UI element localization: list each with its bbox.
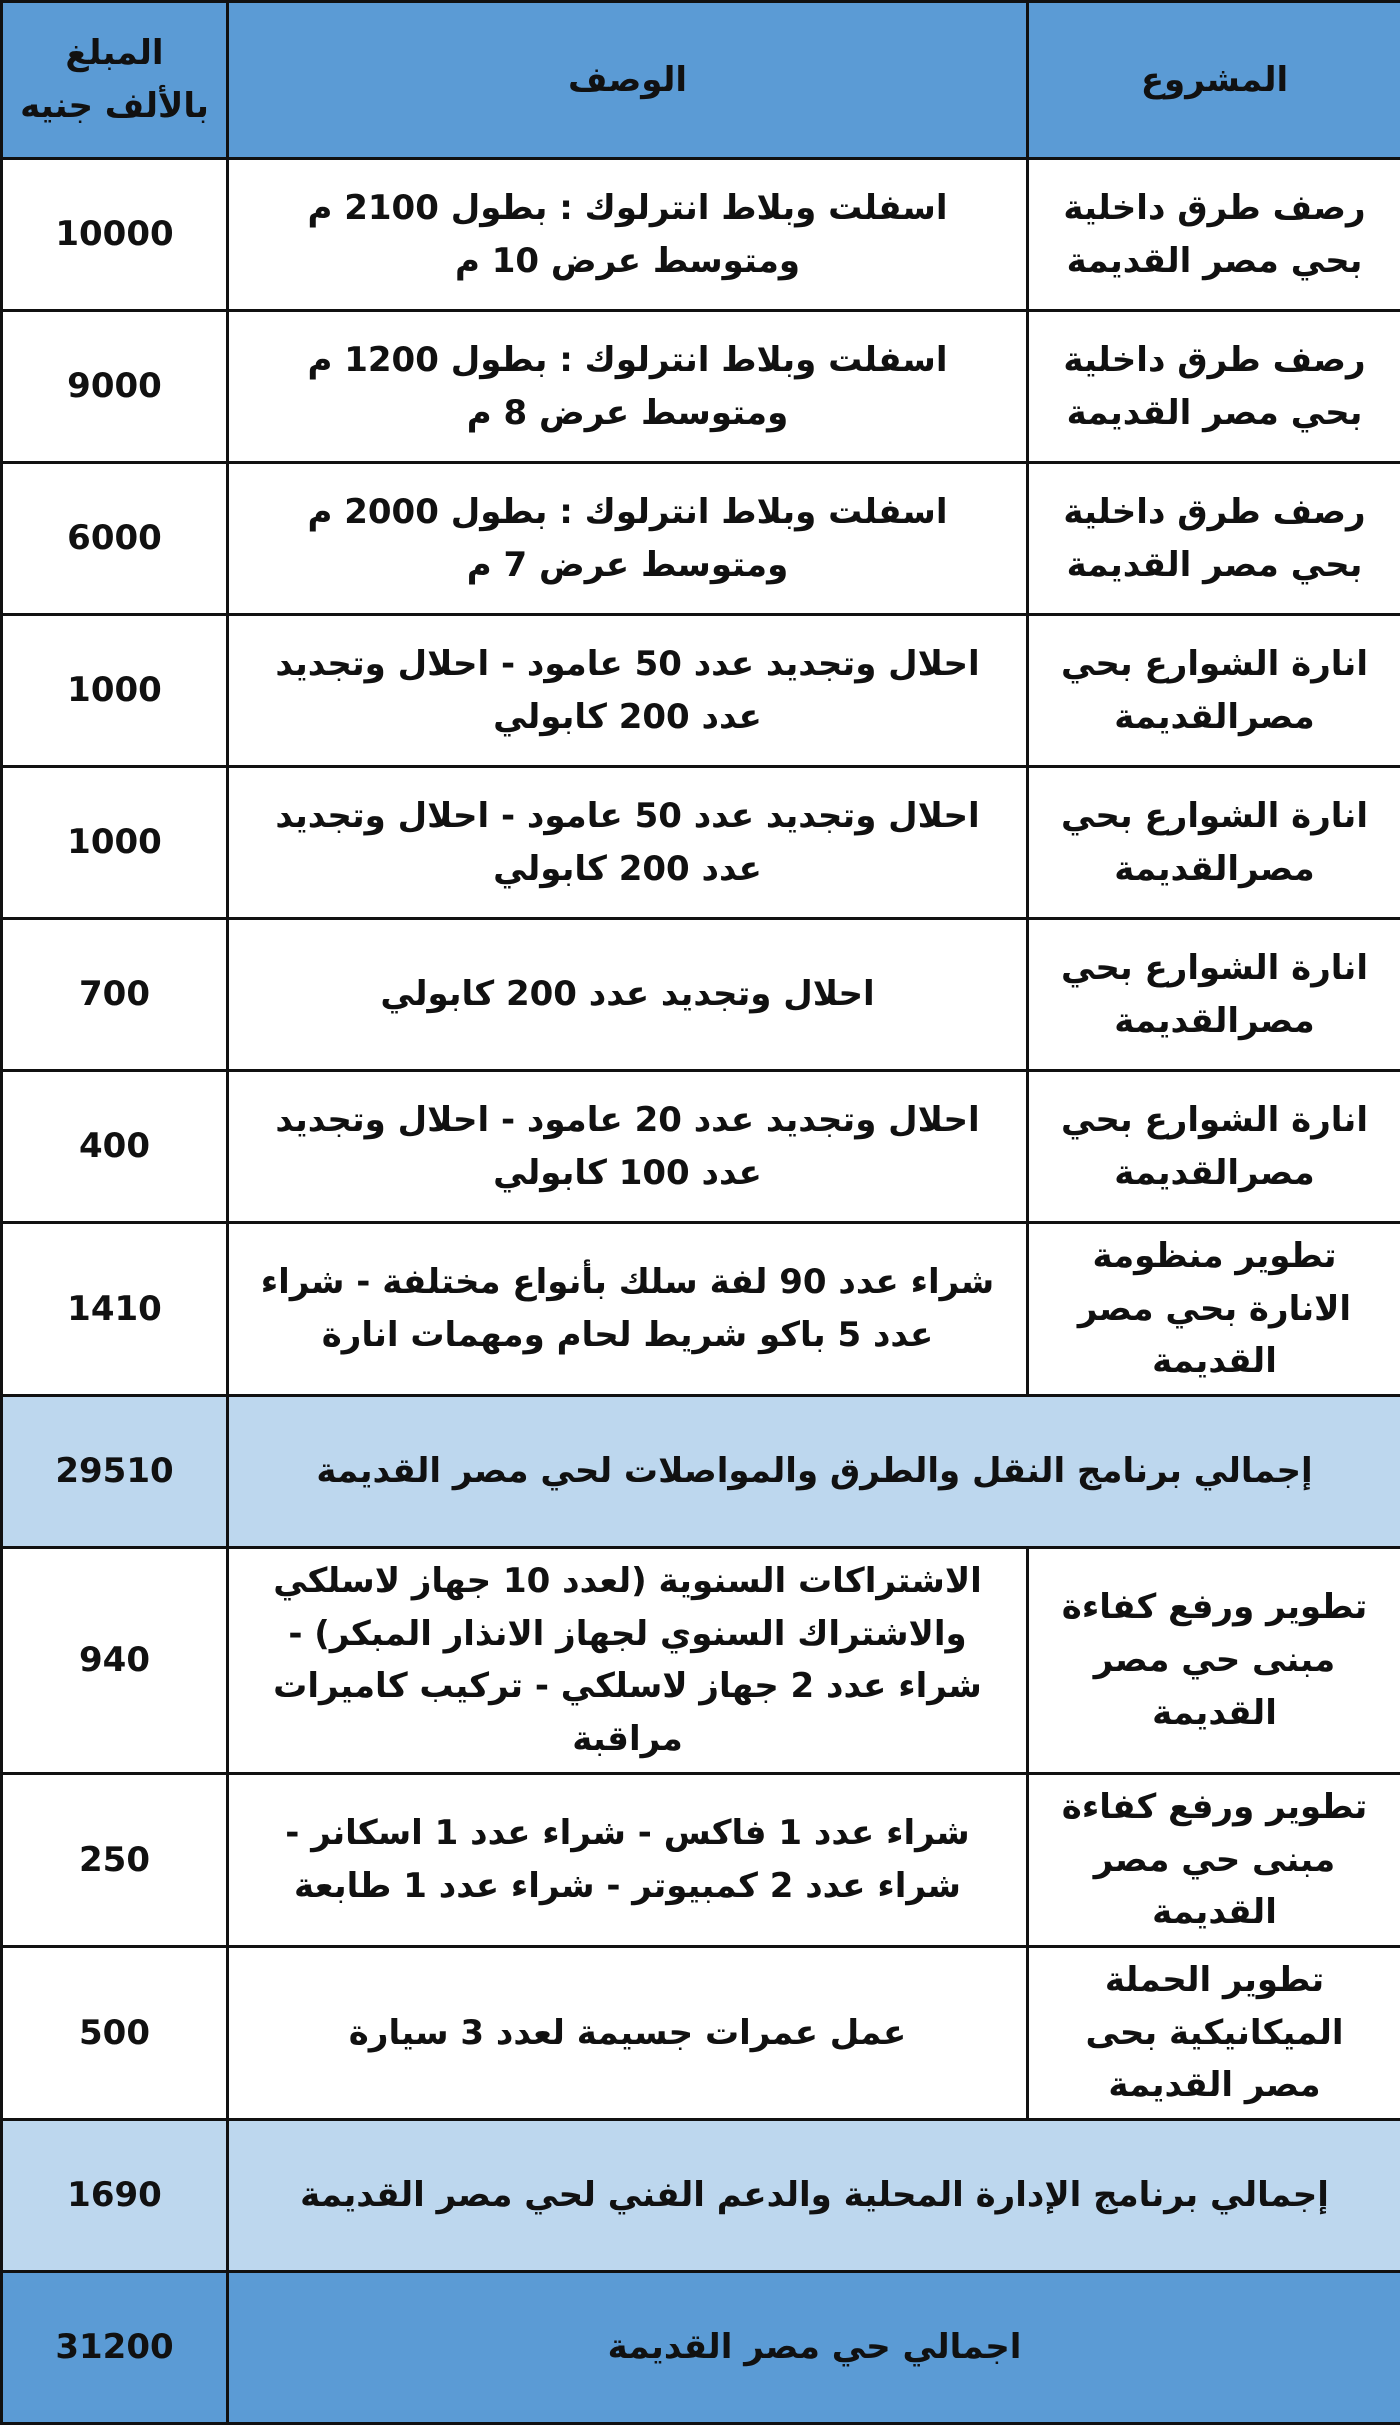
project-cell: انارة الشوارع بحي مصرالقديمة: [1028, 1071, 1400, 1223]
project-cell: رصف طرق داخلية بحي مصر القديمة: [1028, 159, 1400, 311]
header-amount: المبلغ بالألف جنيه: [2, 2, 228, 159]
project-cell: تطوير منظومة الانارة بحي مصر القديمة: [1028, 1223, 1400, 1396]
amount-cell: 9000: [2, 311, 228, 463]
transport-total-amount: 29510: [2, 1396, 228, 1548]
description-cell: شراء عدد 1 فاكس - شراء عدد 1 اسكانر - شراء عدد 2 كمبيوتر - شراء عدد 1 طابعة: [228, 1773, 1028, 1946]
header-description: الوصف: [228, 2, 1028, 159]
project-cell: تطوير ورفع كفاءة مبنى حي مصر القديمة: [1028, 1773, 1400, 1946]
grand-total-amount: 31200: [2, 2271, 228, 2423]
header-project: المشروع: [1028, 2, 1400, 159]
description-cell: احلال وتجديد عدد 20 عامود - احلال وتجديد عدد 100 كابولي: [228, 1071, 1028, 1223]
table-row: [2, 1548, 1400, 1774]
table-row: [2, 919, 1400, 1071]
table-row: [2, 767, 1400, 919]
transport-total-label: إجمالي برنامج النقل والطرق والمواصلات لحي مصر القديمة: [228, 1396, 1400, 1548]
amount-cell: 1000: [2, 767, 228, 919]
amount-cell: 250: [2, 1773, 228, 1946]
table-row: [2, 1071, 1400, 1223]
grand-total-row: [2, 2271, 1400, 2423]
table-row: [2, 1946, 1400, 2119]
amount-cell: 1000: [2, 615, 228, 767]
description-cell: احلال وتجديد عدد 50 عامود - احلال وتجديد عدد 200 كابولي: [228, 615, 1028, 767]
project-cell: انارة الشوارع بحي مصرالقديمة: [1028, 615, 1400, 767]
project-cell: رصف طرق داخلية بحي مصر القديمة: [1028, 463, 1400, 615]
description-cell: اسفلت وبلاط انترلوك : بطول 1200 م ومتوسط عرض 8 م: [228, 311, 1028, 463]
table-row: [2, 159, 1400, 311]
admin-total-label: إجمالي برنامج الإدارة المحلية والدعم الفني لحي مصر القديمة: [228, 2119, 1400, 2271]
project-cell: تطوير الحملة الميكانيكية بحى مصر القديمة: [1028, 1946, 1400, 2119]
amount-cell: 500: [2, 1946, 228, 2119]
description-cell: الاشتراكات السنوية (لعدد 10 جهاز لاسلكي والاشتراك السنوي لجهاز الانذار المبكر) - شراء عدد 2 جهاز لاسلكي - تركيب كاميرات مراقبة: [228, 1548, 1028, 1774]
project-cell: انارة الشوارع بحي مصرالقديمة: [1028, 767, 1400, 919]
admin-total-row: [2, 2119, 1400, 2271]
description-cell: عمل عمرات جسيمة لعدد 3 سيارة: [228, 1946, 1028, 2119]
amount-cell: 6000: [2, 463, 228, 615]
description-cell: اسفلت وبلاط انترلوك : بطول 2100 م ومتوسط عرض 10 م: [228, 159, 1028, 311]
table-row: [2, 463, 1400, 615]
project-cell: تطوير ورفع كفاءة مبنى حي مصر القديمة: [1028, 1548, 1400, 1774]
transport-total-row: [2, 1396, 1400, 1548]
amount-cell: 10000: [2, 159, 228, 311]
description-cell: احلال وتجديد عدد 200 كابولي: [228, 919, 1028, 1071]
table-row: [2, 1773, 1400, 1946]
table-row: [2, 311, 1400, 463]
project-cell: انارة الشوارع بحي مصرالقديمة: [1028, 919, 1400, 1071]
description-cell: احلال وتجديد عدد 50 عامود - احلال وتجديد عدد 200 كابولي: [228, 767, 1028, 919]
table-row: [2, 1223, 1400, 1396]
amount-cell: 400: [2, 1071, 228, 1223]
amount-cell: 700: [2, 919, 228, 1071]
description-cell: شراء عدد 90 لفة سلك بأنواع مختلفة - شراء عدد 5 باكو شريط لحام ومهمات انارة: [228, 1223, 1028, 1396]
amount-cell: 940: [2, 1548, 228, 1774]
description-cell: اسفلت وبلاط انترلوك : بطول 2000 م ومتوسط عرض 7 م: [228, 463, 1028, 615]
amount-cell: 1410: [2, 1223, 228, 1396]
grand-total-label: اجمالي حي مصر القديمة: [228, 2271, 1400, 2423]
project-cell: رصف طرق داخلية بحي مصر القديمة: [1028, 311, 1400, 463]
admin-total-amount: 1690: [2, 2119, 228, 2271]
header-row: [2, 2, 1400, 159]
table-row: [2, 615, 1400, 767]
